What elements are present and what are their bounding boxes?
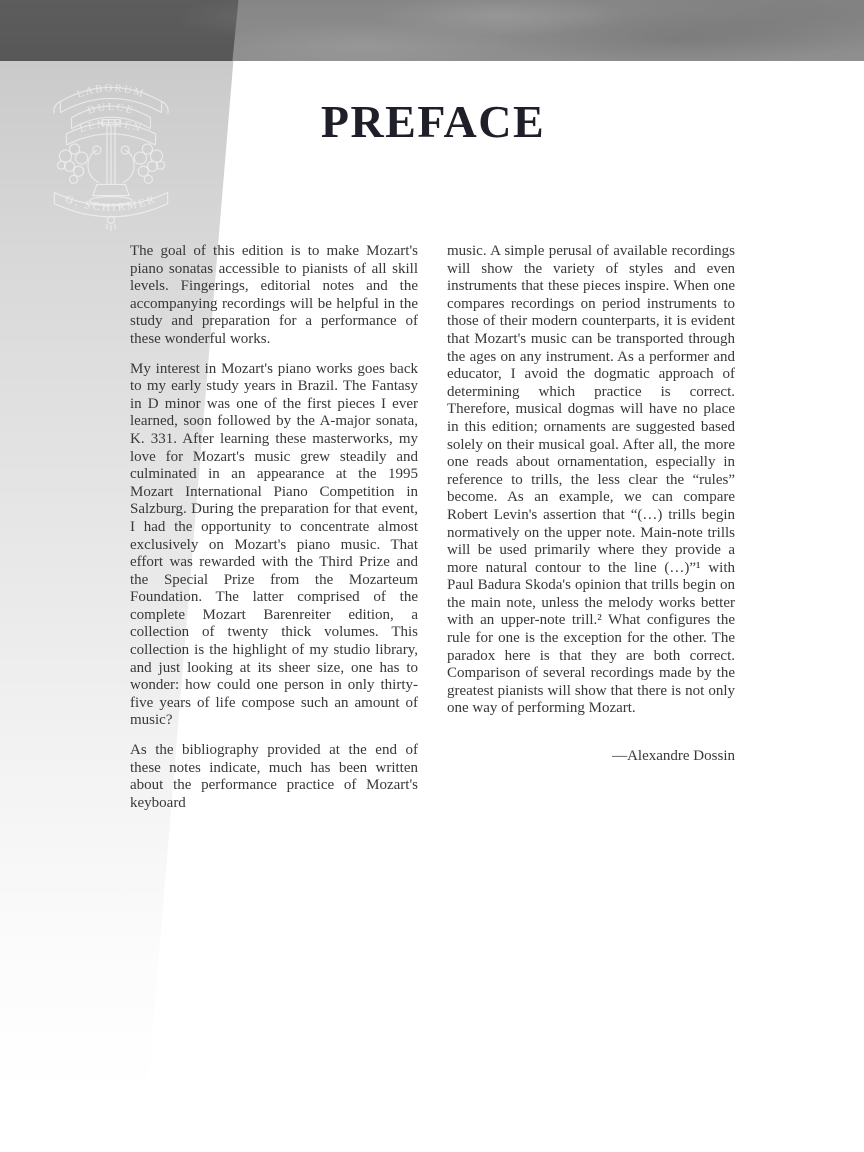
- tassel-icon: [107, 216, 115, 231]
- smoky-top-banner: [0, 0, 864, 61]
- publisher-emblem: [40, 63, 182, 233]
- paragraph: The goal of this edition is to make Mozart's piano sonatas accessible to pianists of all skill levels. Fingerings, editorial notes and the accompanying recordings will be helpful in the study and preparation for a performance of these wonderful works.: [130, 243, 418, 347]
- banner-dark-section: [0, 0, 864, 61]
- paragraph: As the bibliography provided at the end of these notes indicate, much has been written about the performance practice of Mozart's keyboard: [130, 742, 418, 811]
- author-signature: —Alexandre Dossin: [612, 748, 735, 765]
- page-title: PREFACE: [320, 96, 546, 147]
- schirmer-crest-icon: [40, 63, 182, 233]
- lyre-icon: [88, 120, 134, 205]
- logo-motto-line-3: LENIMEN: [78, 118, 144, 136]
- paragraph: music. A simple perusal of available recordings will show the variety of styles and even instruments that these pieces inspire. When one compares recordings on period instruments to those of their modern counterparts, it is evident that Mozart's music can be transported through the ages on any instrument. As a performer and educator, I avoid the dogmatic approach of determining which practice is correct. Therefore, musical dogmas will have no place in this edition; ornaments are suggested based solely on their musical goal. After all, the more one reads about ornamentation, especially in reference to trills, the less clear the “rules” become. As an example, we can compare Robert Levin's assertion that “(…) trills begin normatively on the upper note. Main-note trills will be used primarily where they provide a more natural contour to the line (…)”¹ with Paul Badura Skoda's opinion that trills begin on the main note, unless the melody works better with an upper-note trill.² What configures the rule for one is the exception for the other. The paradox here is that they are both correct. Comparison of several recordings made by the greatest pianists will show that there is not only one way of performing Mozart.: [447, 243, 735, 717]
- paragraph: My interest in Mozart's piano works goes back to my early study years in Brazil. The Fantasy in D minor was one of the first pieces I ever learned, soon followed by the A-major sonata, K. 331. After learning these masterworks, my love for Mozart's music grew steadily and culminated in an appearance at the 1995 Mozart International Piano Competition in Salzburg. During the preparation for that event, I had the opportunity to concentrate almost exclusively on Mozart's piano music. That effort was rewarded with the Third Prize and the Special Prize from the Mozarteum Foundation. The latter comprised of the complete Mozart Barenreiter edition, a collection of twenty thick volumes. This collection is the highlight of my studio library, and just looking at its sheer size, one has to wonder: how could one person in only thirty-five years of life compose such an amount of music?: [130, 360, 418, 729]
- left-column: [130, 243, 418, 812]
- preface-text: [130, 243, 736, 812]
- logo-publisher-name: G. SCHIRMER: [63, 193, 159, 214]
- logo-motto-line-1: LABORUM: [75, 83, 147, 101]
- logo-motto-line-2: DULCE: [86, 101, 136, 117]
- right-column: [447, 243, 735, 812]
